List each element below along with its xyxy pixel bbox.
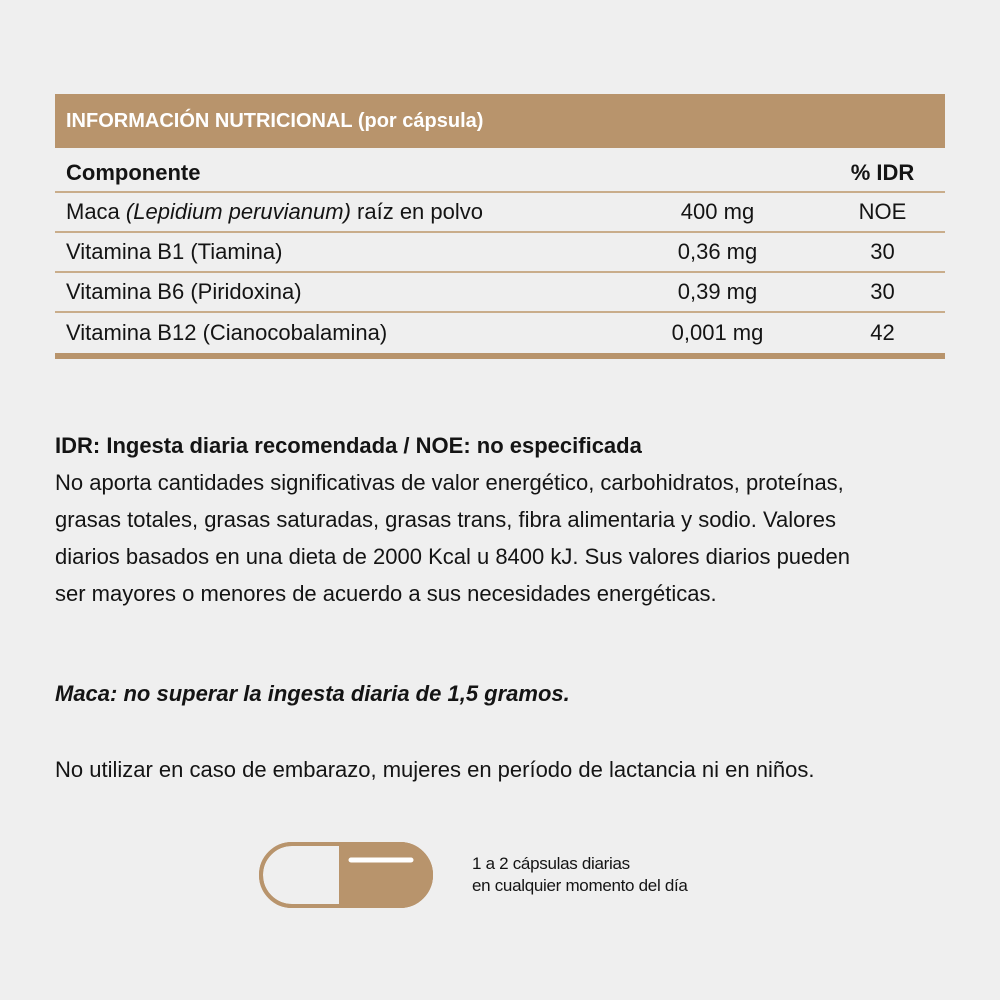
row-name: Vitamina B6 (Piridoxina) — [66, 279, 302, 304]
row-name: Vitamina B1 (Tiamina) — [66, 239, 283, 264]
nutrition-table — [55, 94, 945, 359]
dosage-text — [472, 853, 688, 897]
row-idr: 30 — [870, 279, 895, 304]
table-row — [55, 233, 945, 273]
capsule-icon — [259, 842, 433, 913]
column-headers — [55, 148, 945, 193]
dosage-line: en cualquier momento del día — [472, 876, 688, 895]
dosage-line: 1 a 2 cápsulas diarias — [472, 854, 630, 873]
maca-warning: Maca: no superar la ingesta diaria de 1,5 gramos. — [55, 681, 570, 706]
row-quantity: 0,001 mg — [671, 320, 764, 345]
table-header: INFORMACIÓN NUTRICIONAL (por cápsula) — [55, 94, 945, 148]
table-row — [55, 273, 945, 313]
row-name: Vitamina B12 (Cianocobalamina) — [66, 320, 388, 345]
row-idr: NOE — [858, 199, 907, 224]
row-quantity: 0,36 mg — [677, 239, 758, 264]
row-quantity: 0,39 mg — [677, 279, 758, 304]
table-row — [55, 313, 945, 353]
notes-line: diarios basados en una dieta de 2000 Kcal u 8400 kJ. Sus valores diarios pueden — [55, 544, 850, 569]
table-row — [55, 193, 945, 233]
notes-line: grasas totales, grasas saturadas, grasas trans, fibra alimentaria y sodio. Valores — [55, 507, 836, 532]
notes-line: No aporta cantidades significativas de valor energético, carbohidratos, proteínas, — [55, 470, 844, 495]
row-idr: 42 — [870, 320, 895, 345]
usage-advice: No utilizar en caso de embarazo, mujeres en período de lactancia ni en niños. — [55, 757, 815, 782]
row-idr: 30 — [870, 239, 895, 264]
table-bottom-bar — [55, 353, 945, 359]
row-quantity: 400 mg — [680, 199, 755, 224]
column-component: Componente — [66, 159, 201, 185]
notes-title: IDR: Ingesta diaria recomendada / NOE: no especificada — [55, 433, 642, 458]
column-idr: % IDR — [850, 159, 915, 185]
notes-line: ser mayores o menores de acuerdo a sus necesidades energéticas. — [55, 581, 717, 606]
notes-section — [55, 427, 955, 612]
row-name: Maca (Lepidium peruvianum) raíz en polvo — [66, 199, 483, 224]
